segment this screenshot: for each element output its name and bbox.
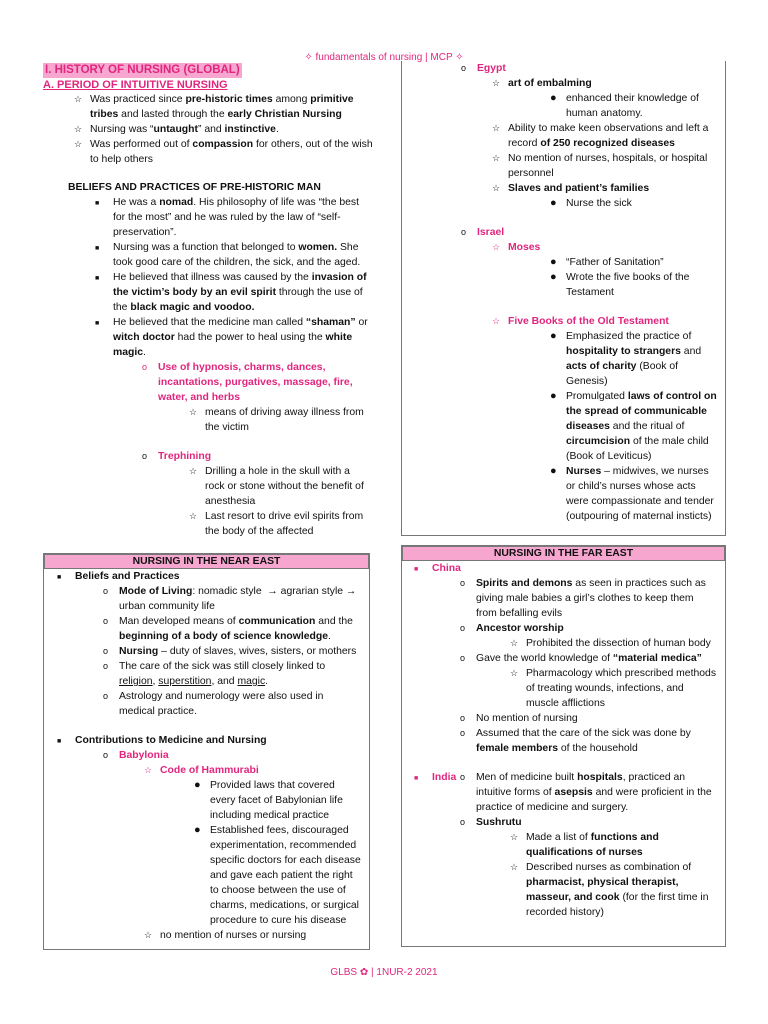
list-item: ☆ Pharmacology which prescribed methods of treating wounds, infections, and muscle afflictions bbox=[510, 668, 717, 709]
dot-bullet-icon: ● bbox=[550, 465, 557, 477]
list-item: o Trephining bbox=[142, 451, 212, 462]
star-icon: ☆ bbox=[510, 862, 519, 872]
circle-bullet-icon: o bbox=[103, 646, 109, 656]
dot-bullet-icon: ● bbox=[194, 779, 201, 791]
circle-bullet-icon: o bbox=[461, 227, 467, 237]
list-item: o Men of medicine built hospitals, practiced an intuitive forms of asepsis and were proficient in the practice of medicine and surgery. bbox=[460, 772, 712, 813]
circle-bullet-icon: o bbox=[103, 661, 109, 671]
list-item: ■ China bbox=[432, 561, 725, 576]
square-bullet-icon: ■ bbox=[57, 738, 62, 745]
circle-bullet-icon: o bbox=[460, 653, 466, 663]
star-icon: ☆ bbox=[492, 123, 501, 133]
list-item: ● Promulgated laws of control on the spread of communicable diseases and the ritual of circumcision of the male child (Book of Leviticus) bbox=[550, 390, 717, 462]
square-bullet-icon: ■ bbox=[414, 775, 419, 782]
list-item: ● Nurse the sick bbox=[550, 197, 632, 209]
page-header: ✧ fundamentals of nursing | MCP ✧ bbox=[304, 52, 464, 63]
list-item: o Egypt bbox=[461, 63, 506, 74]
circle-bullet-icon: o bbox=[460, 713, 466, 723]
star-icon: ☆ bbox=[510, 668, 519, 678]
list-item: o Gave the world knowledge of “material medica” bbox=[460, 653, 702, 664]
square-bullet-icon: ■ bbox=[95, 245, 100, 252]
star-icon: ☆ bbox=[492, 316, 501, 326]
list-item: ☆ Described nurses as combination of pharmacist, physical therapist, masseur, and cook (for the first time in recorded history) bbox=[510, 862, 709, 918]
dot-bullet-icon: ● bbox=[550, 92, 557, 104]
square-bullet-icon: ■ bbox=[95, 200, 100, 207]
list-item: o Ancestor worship bbox=[460, 623, 564, 634]
list-item: ☆ No mention of nurses, hospitals, or hospital personnel bbox=[492, 153, 708, 179]
star-icon: ☆ bbox=[74, 139, 83, 149]
square-bullet-icon: ■ bbox=[57, 574, 62, 581]
star-icon: ☆ bbox=[510, 638, 519, 648]
list-item: ● Established fees, discouraged experimentation, recommended specific doctors for each disease and gave each patient the right to choose between the use of charms, medications, or surgical procedure to cure his disease bbox=[194, 824, 361, 926]
left-top-section bbox=[43, 63, 373, 539]
dot-bullet-icon: ● bbox=[550, 256, 557, 268]
list-item: ☆ Drilling a hole in the skull with a rock or stone without the benefit of anesthesia bbox=[189, 466, 364, 507]
list-item: ☆ means of driving away illness from the victim bbox=[189, 407, 364, 433]
list-item: ☆ no mention of nurses or nursing bbox=[144, 930, 307, 941]
box-title: NURSING IN THE FAR EAST bbox=[402, 546, 725, 561]
star-icon: ☆ bbox=[510, 832, 519, 842]
list-item: ■ Beliefs and Practices bbox=[75, 569, 369, 584]
list-item: o Astrology and numerology were also used in medical practice. bbox=[103, 691, 324, 717]
list-item: ● Emphasized the practice of hospitality to strangers and acts of charity (Book of Genesis) bbox=[550, 330, 702, 387]
star-icon: ☆ bbox=[492, 78, 501, 88]
list-item: o No mention of nursing bbox=[460, 713, 578, 724]
star-icon: ☆ bbox=[189, 407, 198, 417]
box-title: NURSING IN THE NEAR EAST bbox=[44, 554, 369, 569]
list-item: ■ India bbox=[432, 770, 725, 785]
square-bullet-icon: ■ bbox=[95, 275, 100, 282]
circle-bullet-icon: o bbox=[103, 616, 109, 626]
star-icon: ☆ bbox=[74, 124, 83, 134]
section-title: I. HISTORY OF NURSING (GLOBAL) bbox=[45, 64, 240, 76]
list-item: ☆ art of embalming bbox=[492, 78, 592, 89]
list-item: ☆ Last resort to drive evil spirits from the body of the affected bbox=[189, 511, 364, 537]
square-bullet-icon: ■ bbox=[95, 320, 100, 327]
list-item: ■ Nursing was a function that belonged to women. She took good care of the children, the sick, and the aged. bbox=[95, 242, 361, 268]
list-item: o Use of hypnosis, charms, dances, incantations, purgatives, massage, fire, water, and herbs bbox=[142, 362, 353, 403]
list-item: ☆ Ability to make keen observations and left a record of 250 recognized diseases bbox=[492, 123, 709, 149]
list-item: o Nursing – duty of slaves, wives, sisters, or mothers bbox=[103, 646, 357, 657]
list-item: ☆ Five Books of the Old Testament bbox=[492, 316, 669, 327]
list-item: o Man developed means of communication and the beginning of a body of science knowledge. bbox=[103, 616, 353, 642]
list-item: ■ He was a nomad. His philosophy of life was “the best for the most” and he was ruled by the law of “self-preservation”. bbox=[95, 197, 360, 238]
circle-bullet-icon: o bbox=[460, 578, 466, 588]
star-icon: ☆ bbox=[492, 183, 501, 193]
circle-bullet-icon: o bbox=[142, 451, 148, 461]
star-icon: ☆ bbox=[144, 930, 153, 940]
far-east-box bbox=[401, 545, 726, 947]
list-item: ☆ Prohibited the dissection of human body bbox=[510, 638, 711, 649]
list-item: ☆ Nursing was “untaught” and instinctive. bbox=[74, 124, 279, 135]
list-item: ● Wrote the five books of the Testament bbox=[550, 271, 690, 298]
circle-bullet-icon: o bbox=[460, 623, 466, 633]
list-item: ☆ Was practiced since pre-historic times among primitive tribes and lasted through the early Christian Nursing bbox=[74, 94, 354, 120]
square-bullet-icon: ■ bbox=[414, 566, 419, 573]
circle-bullet-icon: o bbox=[103, 691, 109, 701]
circle-bullet-icon: o bbox=[460, 728, 466, 738]
list-item: o Babylonia bbox=[103, 750, 169, 761]
list-item: ● “Father of Sanitation” bbox=[550, 256, 664, 268]
circle-bullet-icon: o bbox=[460, 772, 466, 782]
circle-bullet-icon: o bbox=[142, 362, 148, 372]
beliefs-heading: BELIEFS AND PRACTICES OF PRE-HISTORIC MAN bbox=[68, 182, 321, 193]
list-item: o Spirits and demons as seen in practices such as giving male babies a girl’s clothes to keep them from befalling evils bbox=[460, 578, 706, 619]
list-item: o Israel bbox=[461, 227, 505, 238]
dot-bullet-icon: ● bbox=[550, 390, 557, 402]
star-icon: ☆ bbox=[189, 511, 198, 521]
list-item: o Assumed that the care of the sick was done by female members of the household bbox=[460, 728, 691, 754]
list-item: ■ He believed that the medicine man called “shaman” or witch doctor had the power to heal using the white magic. bbox=[95, 317, 368, 358]
circle-bullet-icon: o bbox=[103, 750, 109, 760]
list-item: ■ Contributions to Medicine and Nursing bbox=[75, 733, 369, 748]
list-item: o The care of the sick was still closely linked to religion, superstition, and magic. bbox=[103, 661, 326, 687]
list-item: ● Nurses – midwives, we nurses or child’s nurses whose acts were compassionate and tender (outpouring of maternal insticts) bbox=[550, 465, 714, 522]
list-item: o Sushrutu bbox=[460, 817, 522, 828]
dot-bullet-icon: ● bbox=[550, 330, 557, 342]
right-top-box bbox=[401, 61, 726, 536]
list-item: ☆ Code of Hammurabi bbox=[144, 765, 259, 776]
star-icon: ☆ bbox=[189, 466, 198, 476]
list-item: o Mode of Living: nomadic style → agrarian style → urban community life bbox=[103, 586, 357, 612]
star-icon: ☆ bbox=[144, 765, 153, 775]
list-item: ● enhanced their knowledge of human anatomy. bbox=[550, 92, 699, 119]
dot-bullet-icon: ● bbox=[550, 197, 557, 209]
dot-bullet-icon: ● bbox=[194, 824, 201, 836]
near-east-box bbox=[43, 553, 370, 950]
list-item: ☆ Slaves and patient’s families bbox=[492, 183, 650, 194]
list-item: ● Provided laws that covered every facet of Babylonian life including medical practice bbox=[194, 779, 343, 821]
list-item: ☆ Was performed out of compassion for others, out of the wish to help others bbox=[74, 139, 373, 165]
section-subtitle: A. PERIOD OF INTUITIVE NURSING bbox=[43, 79, 228, 91]
list-item: ■ He believed that illness was caused by the invasion of the victim’s body by an evil spirit through the use of the black magic and voodoo. bbox=[95, 272, 367, 313]
list-item: ☆ Moses bbox=[492, 242, 541, 253]
circle-bullet-icon: o bbox=[103, 586, 109, 596]
page-footer: GLBS ✿ | 1NUR-2 2021 bbox=[330, 967, 438, 978]
dot-bullet-icon: ● bbox=[550, 271, 557, 283]
circle-bullet-icon: o bbox=[460, 817, 466, 827]
list-item: ☆ Made a list of functions and qualifications of nurses bbox=[510, 832, 659, 858]
star-icon: ☆ bbox=[492, 153, 501, 163]
star-icon: ☆ bbox=[74, 94, 83, 104]
star-icon: ☆ bbox=[492, 242, 501, 252]
circle-bullet-icon: o bbox=[461, 63, 467, 73]
